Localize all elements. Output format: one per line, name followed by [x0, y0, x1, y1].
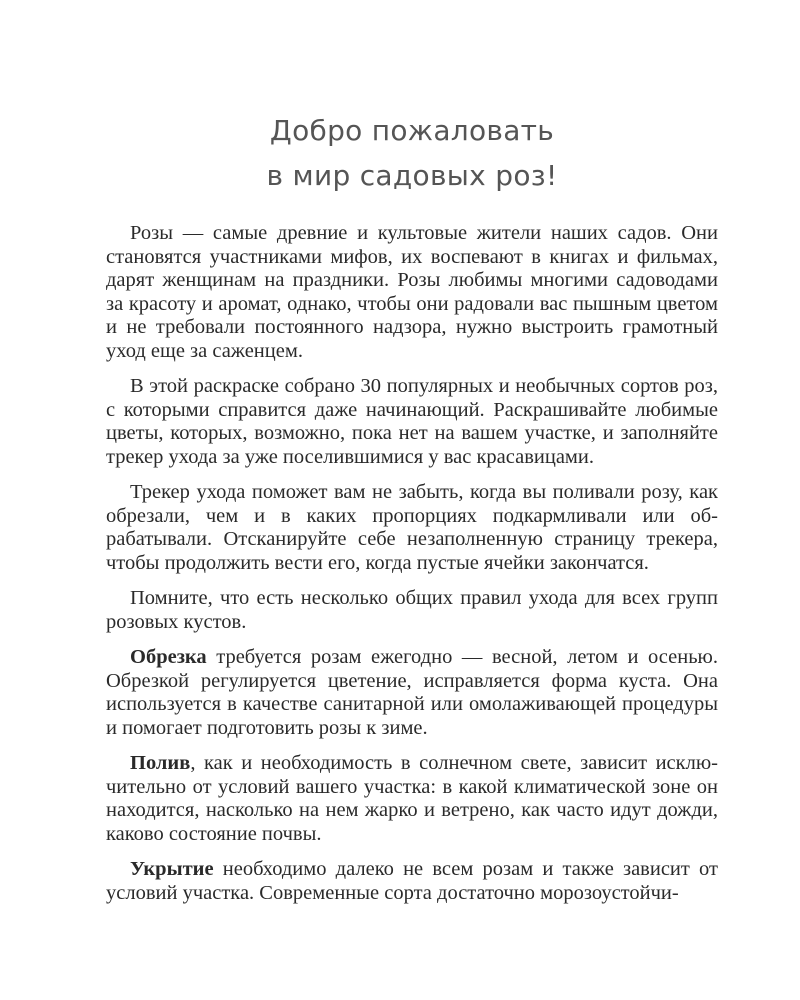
paragraph-text: требуется розам ежегодно — весной, летом и осенью. Обрезкой регулируется цветение, исправляется форма куста. Она используется в качестве санитарной или омолаживающей процедуры и помогает подготовить розы к зиме.: [106, 646, 718, 739]
term-watering: Полив: [130, 752, 191, 774]
paragraph-text: , как и необходимость в солнечном свете, зависит исключительно от условий вашего участка: в какой климатической зоне он находится, насколько на нем жарко и ветрено, как часто идут дожди, каково состояние почвы.: [106, 752, 718, 845]
page-title: [106, 108, 718, 198]
paragraph-text: Трекер ухода поможет вам не забыть, когда вы поливали розу, как обрезали, чем и в каких пропорциях подкармливали или обрабатывали. Отсканируйте себе незаполненную страницу трекера, чтобы продолжить вести его, когда пустые ячейки закончатся.: [106, 481, 718, 574]
paragraph-pruning: [106, 646, 718, 740]
title-line-2: в мир садовых роз!: [266, 159, 558, 192]
title-line-1: Добро пожаловать: [269, 114, 555, 147]
paragraph-tracker: [106, 481, 718, 575]
paragraph-text: необходимо далеко не всем розам и также зависит от условий участка. Современные сорта достаточно морозоустойчи-: [106, 858, 718, 904]
paragraph-text: Розы — самые древние и культовые жители наших садов. Они становятся участниками мифов, их воспевают в книгах и фильмах, дарят женщинам на праздники. Розы любимы многими садоводами за красоту и аромат, однако, чтобы они радовали вас пышным цветом и не требовали постоянного надзора, нужно выстроить грамотный уход еще за саженцем.: [106, 222, 718, 362]
paragraph-watering: [106, 752, 718, 846]
paragraph-intro: [106, 222, 718, 363]
paragraph-coloring-book: [106, 375, 718, 469]
paragraph-covering: [106, 858, 718, 905]
paragraph-text: В этой раскраске собрано 30 популярных и необычных сортов роз, с которыми справится даже начинающий. Раскрашивайте любимые цветы, которых, возможно, пока нет на вашем участке, и заполняйте трекер ухода за уже поселившимися у вас красавицами.: [106, 375, 718, 468]
paragraph-text: Помните, что есть несколько общих правил ухода для всех групп розовых кустов.: [106, 587, 718, 633]
paragraph-rules: [106, 587, 718, 634]
term-covering: Укрытие: [130, 858, 214, 880]
document-page: [106, 108, 718, 917]
term-pruning: Обрезка: [130, 646, 207, 668]
